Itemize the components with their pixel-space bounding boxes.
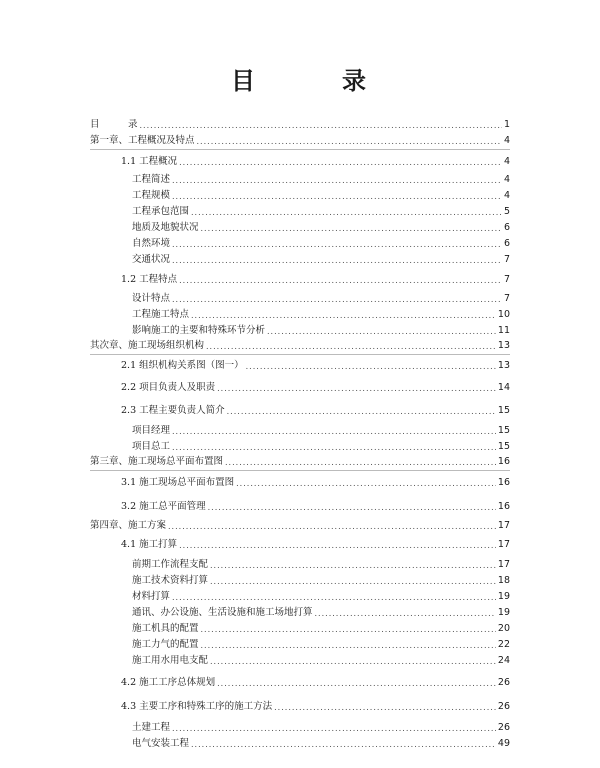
- toc-entry[interactable]: [121, 473, 510, 489]
- toc-entry[interactable]: [90, 452, 510, 468]
- title-char-2: 录: [342, 66, 366, 95]
- toc-entry-page: 7: [503, 293, 510, 304]
- toc-entry-page: 4: [503, 174, 510, 185]
- toc-entry-page: 7: [503, 274, 510, 285]
- toc-entry[interactable]: [132, 305, 510, 321]
- toc-entry-page: 24: [497, 655, 510, 666]
- toc-leader: [274, 702, 496, 713]
- toc-entry[interactable]: [132, 170, 510, 186]
- toc-entry-label: 施工技术资料打算: [132, 575, 209, 586]
- toc-entry[interactable]: [132, 619, 510, 635]
- toc-entry-label: 交通状况: [132, 254, 171, 265]
- title-char-1: 目: [231, 66, 255, 95]
- toc-entry-page: 5: [503, 206, 510, 217]
- toc-entry[interactable]: [132, 186, 510, 202]
- toc-entry[interactable]: [132, 250, 510, 266]
- toc-entry[interactable]: [121, 497, 510, 513]
- toc-entry-page: 6: [503, 238, 510, 249]
- toc-entry-label: 4.2 施工工序总体规划: [121, 677, 216, 688]
- toc-entry[interactable]: [90, 516, 510, 532]
- toc-entry[interactable]: [132, 289, 510, 305]
- toc-leader: [201, 223, 502, 234]
- toc-entry[interactable]: [132, 202, 510, 218]
- toc-entry-page: 16: [497, 456, 510, 467]
- toc-entry-label: 自然环境: [132, 238, 171, 249]
- toc-leader: [210, 560, 496, 571]
- toc-entry-label: 土建工程: [132, 722, 171, 733]
- toc-entry[interactable]: [121, 270, 510, 286]
- toc-entry-label: 通讯、办公设施、生活设施和施工场地打算: [132, 607, 313, 618]
- toc-leader: [179, 275, 502, 286]
- toc-entry-label: 项目经理: [132, 425, 171, 436]
- toc-leader: [172, 175, 502, 186]
- toc-entry-page: 19: [497, 607, 510, 618]
- toc-entry-page: 4: [503, 135, 510, 146]
- toc-entry-page: 1: [503, 119, 510, 130]
- toc-entry[interactable]: [121, 378, 510, 394]
- toc-leader: [191, 310, 496, 321]
- toc-entry-label: 2.1 组织机构关系图（图一）: [121, 360, 244, 371]
- toc-entry[interactable]: [132, 635, 510, 651]
- toc-leader: [140, 120, 502, 131]
- toc-entry[interactable]: [132, 218, 510, 234]
- toc-leader: [179, 157, 502, 168]
- toc-entry-page: 20: [497, 623, 510, 634]
- toc-entry-label: 第一章、工程概况及特点: [90, 135, 195, 146]
- toc-leader: [225, 457, 496, 468]
- toc-entry[interactable]: [132, 587, 510, 603]
- toc-entry-page: 19: [497, 591, 510, 602]
- toc-entry-page: 14: [497, 382, 510, 393]
- toc-entry-page: 16: [497, 477, 510, 488]
- toc-entry-page: 15: [497, 405, 510, 416]
- toc-entry-label: 设计特点: [132, 293, 171, 304]
- toc-entry-label: 4.3 主要工序和特殊工序的施工方法: [121, 701, 273, 712]
- toc-entry[interactable]: [121, 401, 510, 417]
- toc-entry-page: 10: [497, 309, 510, 320]
- toc-entry-label: 工程规模: [132, 190, 171, 201]
- toc-entry-page: 16: [497, 501, 510, 512]
- toc-entry-page: 17: [497, 559, 510, 570]
- toc-entry-page: 18: [497, 575, 510, 586]
- toc-entry[interactable]: [132, 421, 510, 437]
- toc-entry-label: 工程施工特点: [132, 309, 190, 320]
- toc-leader: [315, 608, 496, 619]
- toc-leader: [208, 502, 496, 513]
- toc-entry-label: 其次章、施工现场组织机构: [90, 340, 205, 351]
- toc-entry[interactable]: [121, 535, 510, 551]
- toc-entry-label: 项目总工: [132, 441, 171, 452]
- toc-entry-page: 17: [497, 539, 510, 550]
- toc-entry-label: 第三章、施工现场总平面布置图: [90, 456, 224, 467]
- toc-entry[interactable]: [132, 571, 510, 587]
- toc-entry[interactable]: [132, 734, 510, 750]
- toc-leader: [217, 678, 496, 689]
- toc-entry-page: 4: [503, 190, 510, 201]
- toc-entry[interactable]: [132, 718, 510, 734]
- toc-entry-label: 工程承包范围: [132, 206, 190, 217]
- divider: [90, 149, 510, 150]
- toc-leader: [172, 723, 496, 734]
- toc-entry[interactable]: [132, 437, 510, 453]
- toc-entry-label: 3.2 施工总平面管理: [121, 501, 206, 512]
- toc-entry[interactable]: [121, 673, 510, 689]
- toc-entry-page: 13: [497, 340, 510, 351]
- toc-entry-label: 材料打算: [132, 591, 171, 602]
- toc-entry-page: 11: [497, 325, 510, 336]
- toc-entry-label: 4.1 施工打算: [121, 539, 178, 550]
- toc-entry-page: 15: [497, 425, 510, 436]
- toc-entry-label: 施工用水用电支配: [132, 655, 209, 666]
- toc-entry-label: 地质及地貌状况: [132, 222, 199, 233]
- toc-entry-page: 4: [503, 156, 510, 167]
- toc-leader: [172, 191, 502, 202]
- toc-leader: [172, 239, 502, 250]
- toc-leader: [172, 592, 496, 603]
- divider: [90, 470, 510, 471]
- toc-entry-page: 26: [497, 677, 510, 688]
- toc-leader: [172, 426, 496, 437]
- toc-entry-label: 目 录: [90, 119, 138, 130]
- toc-leader: [168, 521, 496, 532]
- toc-leader: [179, 540, 496, 551]
- toc-entry-page: 15: [497, 441, 510, 452]
- toc-entry-page: 7: [503, 254, 510, 265]
- toc-entry-label: 2.2 项目负责人及职责: [121, 382, 216, 393]
- toc-entry-page: 13: [497, 360, 510, 371]
- toc-leader: [210, 576, 496, 587]
- toc-entry[interactable]: [132, 651, 510, 667]
- toc-leader: [201, 640, 496, 651]
- toc-entry-page: 49: [497, 738, 510, 749]
- toc-leader: [236, 478, 496, 489]
- toc-entry-label: 1.2 工程特点: [121, 274, 178, 285]
- toc-entry[interactable]: [121, 356, 510, 372]
- toc-entry[interactable]: [132, 603, 510, 619]
- toc-leader: [191, 207, 502, 218]
- toc-leader: [172, 294, 502, 305]
- toc-entry-page: 22: [497, 639, 510, 650]
- toc-leader: [246, 361, 496, 372]
- toc-entry-label: 影响施工的主要和特殊环节分析: [132, 325, 266, 336]
- toc-entry-page: 26: [497, 701, 510, 712]
- toc-entry-label: 2.3 工程主要负责人简介: [121, 405, 225, 416]
- toc-entry-label: 施工力气的配置: [132, 639, 199, 650]
- toc-leader: [191, 739, 496, 750]
- toc-entry-page: 6: [503, 222, 510, 233]
- toc-entry[interactable]: [121, 152, 510, 168]
- toc-entry-page: 17: [497, 520, 510, 531]
- toc-entry-label: 第四章、施工方案: [90, 520, 167, 531]
- toc-entry[interactable]: [132, 555, 510, 571]
- toc-entry[interactable]: [132, 321, 510, 337]
- toc-leader: [210, 656, 496, 667]
- toc-entry[interactable]: [90, 115, 510, 131]
- toc-entry-label: 前期工作流程支配: [132, 559, 209, 570]
- divider: [90, 354, 510, 355]
- toc-entry-label: 3.1 施工现场总平面布置图: [121, 477, 235, 488]
- toc-entry[interactable]: [132, 234, 510, 250]
- toc-entry-page: 26: [497, 722, 510, 733]
- toc-entry-label: 电气安装工程: [132, 738, 190, 749]
- toc-leader: [217, 383, 496, 394]
- toc-entry-label: 1.1 工程概况: [121, 156, 178, 167]
- toc-leader: [201, 624, 496, 635]
- toc-entry-label: 工程简述: [132, 174, 171, 185]
- toc-leader: [206, 341, 496, 352]
- toc-entry[interactable]: [121, 697, 510, 713]
- toc-leader: [227, 406, 496, 417]
- toc-entry[interactable]: [90, 336, 510, 352]
- toc-entry[interactable]: [90, 131, 510, 147]
- toc-entry-label: 施工机具的配置: [132, 623, 199, 634]
- toc-leader: [172, 255, 502, 266]
- toc-leader: [197, 136, 502, 147]
